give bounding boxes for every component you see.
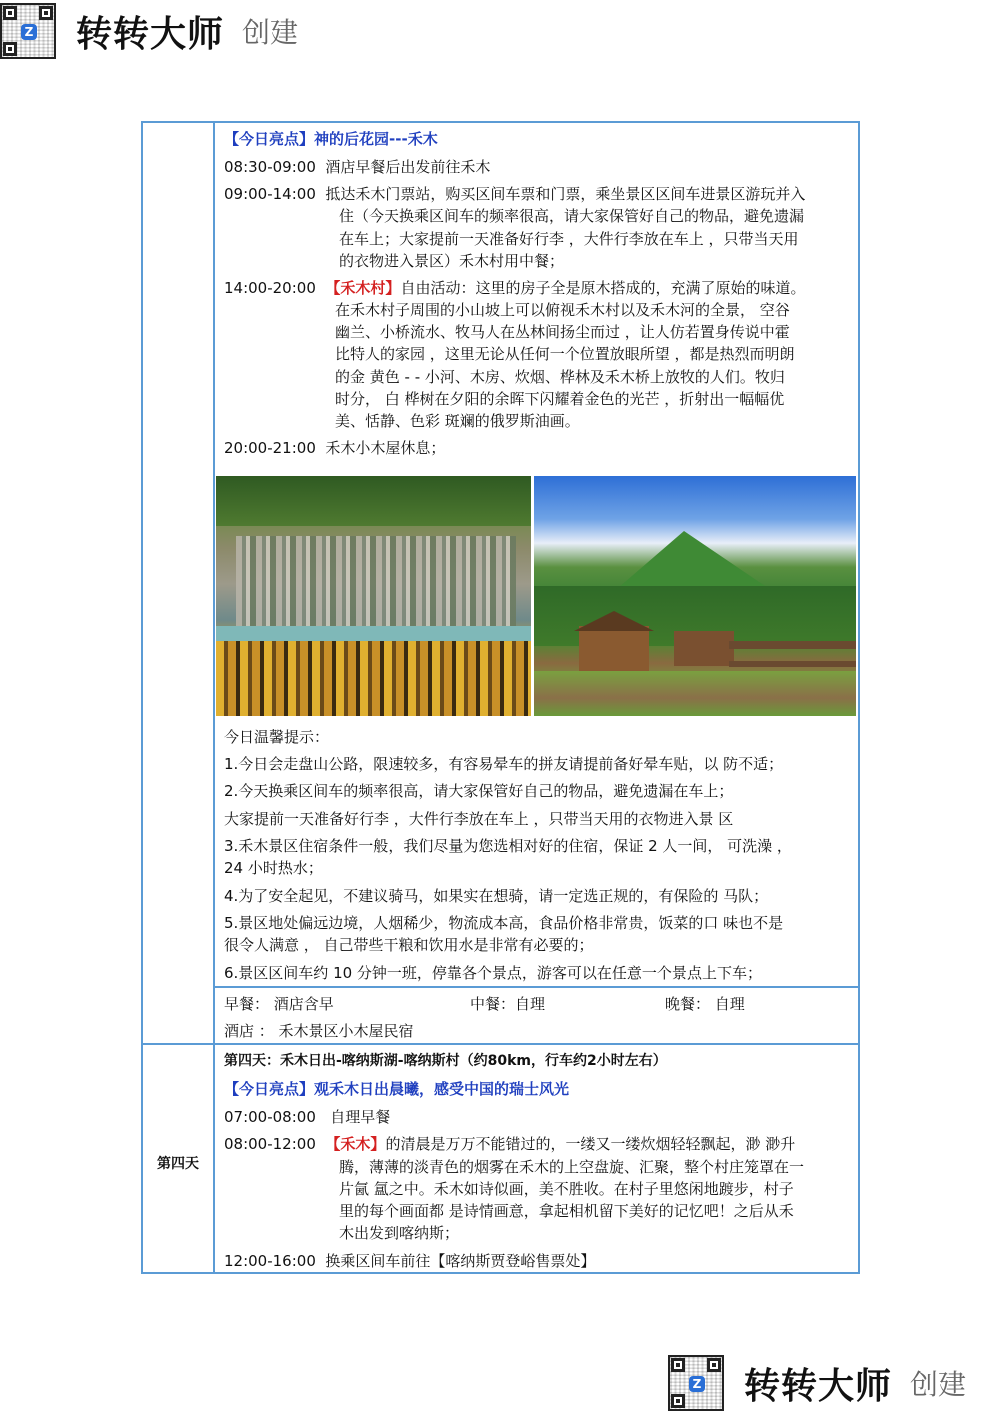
brand-name: 转转大师 <box>76 13 225 55</box>
divider-meals <box>215 986 858 988</box>
divider-day4 <box>143 1043 858 1045</box>
day4-schedule-line: 木出发到喀纳斯； <box>339 1224 460 1242</box>
day3-schedule-line: 比特人的家园 ，这里无论从任何一个位置放眼所望 ，都是热烈而明朗 <box>335 345 795 363</box>
day4-title: 第四天：禾木日出-喀纳斯湖-喀纳斯村（约80km，行车约2小时左右） <box>224 1053 667 1069</box>
day4-schedule-row: 08:00-12:00 【禾木】的清晨是万万不能错过的，一缕又一缕炊烟轻轻飘起，渺 渺升 <box>224 1135 796 1153</box>
tip-item: 6.景区区间车约 10 分钟一班，停靠各个景点，游客可以在任意一个景点上下车； <box>224 964 762 982</box>
brand-name: 转转大师 <box>744 1365 893 1407</box>
day3-schedule-row: 20:00-21:00 禾木小木屋休息； <box>224 439 446 457</box>
tip-item: 2.今天换乘区间车的频率很高，请大家保管好自己的物品，避免遗漏在车上； <box>224 782 734 800</box>
qr-code-icon: Z <box>0 3 56 59</box>
day3-schedule-line: 美、恬静、色彩 斑斓的俄罗斯油画。 <box>335 412 580 430</box>
tip-item: 大家提前一天准备好行李 ，大件行李放在车上 ，只带当天用的衣物进入景 区 <box>224 810 734 828</box>
qr-code-icon: Z <box>668 1355 724 1411</box>
meal-lunch: 中餐：自理 <box>470 995 546 1013</box>
day4-schedule-row: 07:00-08:00 自理早餐 <box>224 1108 391 1126</box>
day4-highlight: 【今日亮点】观禾木日出晨曦，感受中国的瑞士风光 <box>224 1080 570 1098</box>
tip-item: 4.为了安全起见，不建议骑马，如果实在想骑，请一定选正规的，有保险的 马队； <box>224 887 769 905</box>
day4-schedule-line: 腾，薄薄的淡青色的烟雾在禾木的上空盘旋、汇聚，整个村庄笼罩在一 <box>339 1158 805 1176</box>
day3-schedule-row: 14:00-20:00 【禾木村】自由活动：这里的房子全是原木搭成的，充满了原始的味道。 <box>224 279 806 297</box>
brand-header <box>0 0 298 62</box>
day4-label: 第四天 <box>157 1156 199 1172</box>
meal-dinner: 晚餐： 自理 <box>665 995 745 1013</box>
day3-schedule-line: 幽兰、小桥流水、牧马人在丛林间扬尘而过 ，让人仿若置身传说中霍 <box>335 323 790 341</box>
mountain-cabin-photo <box>534 476 856 716</box>
tip-item: 很令人满意 ， 自己带些干粮和饮用水是非常有必要的； <box>224 936 594 954</box>
tip-item: 5.景区地处偏远边境，人烟稀少，物流成本高，食品价格非常贵，饭菜的口 味也不是 <box>224 914 784 932</box>
day-column <box>143 123 215 1272</box>
tip-item: 24 小时热水； <box>224 859 323 877</box>
day3-schedule-line: 住（今天换乘区间车的频率很高，请大家保管好自己的物品，避免遗漏 <box>339 207 805 225</box>
day3-schedule-row: 09:00-14:00 抵达禾木门票站，购买区间车票和门票，乘坐景区区间车进景区游玩并入 <box>224 185 806 203</box>
day3-schedule-line: 时分， 白 桦树在夕阳的余晖下闪耀着金色的光芒 ，折射出一幅幅优 <box>335 390 785 408</box>
tip-item: 1.今日会走盘山公路，限速较多，有容易晕车的拼友请提前备好晕车贴，以 防不适； <box>224 755 784 773</box>
day3-schedule-line: 的衣物进入景区）禾木村用中餐； <box>339 252 565 270</box>
brand-sub: 创建 <box>242 16 299 49</box>
hotel-info: 酒店 ： 禾木景区小木屋民宿 <box>224 1022 414 1040</box>
day4-schedule-line: 里的每个画面都 是诗情画意，拿起相机留下美好的记忆吧！之后从禾 <box>339 1202 794 1220</box>
day3-schedule-line: 在禾木村子周围的小山坡上可以俯视禾木村以及禾木河的全景， 空谷 <box>335 301 790 319</box>
meal-breakfast: 早餐： 酒店含早 <box>224 995 334 1013</box>
day3-schedule-row: 08:30-09:00 酒店早餐后出发前往禾木 <box>224 158 491 176</box>
brand-footer <box>668 1352 966 1414</box>
tip-item: 3.禾木景区住宿条件一般，我们尽量为您选相对好的住宿，保证 2 人一间， 可洗澡 ， <box>224 837 792 855</box>
day3-schedule-line: 的金 黄色 - - 小河、木房、炊烟、桦林及禾木桥上放牧的人们。牧归 <box>335 368 785 386</box>
brand-sub: 创建 <box>910 1368 967 1401</box>
tips-title: 今日温馨提示： <box>224 728 330 746</box>
day3-schedule-line: 在车上；大家提前一天准备好行李 ，大件行李放在车上 ，只带当天用 <box>339 230 799 248</box>
day3-highlight: 【今日亮点】神的后花园---禾木 <box>224 130 438 148</box>
hemu-village-photo <box>216 476 531 716</box>
day4-schedule-line: 片氤 氲之中。禾木如诗似画，美不胜收。在村子里悠闲地踱步，村子 <box>339 1180 794 1198</box>
day4-schedule-row: 12:00-16:00 换乘区间车前往【喀纳斯贾登峪售票处】 <box>224 1252 596 1270</box>
